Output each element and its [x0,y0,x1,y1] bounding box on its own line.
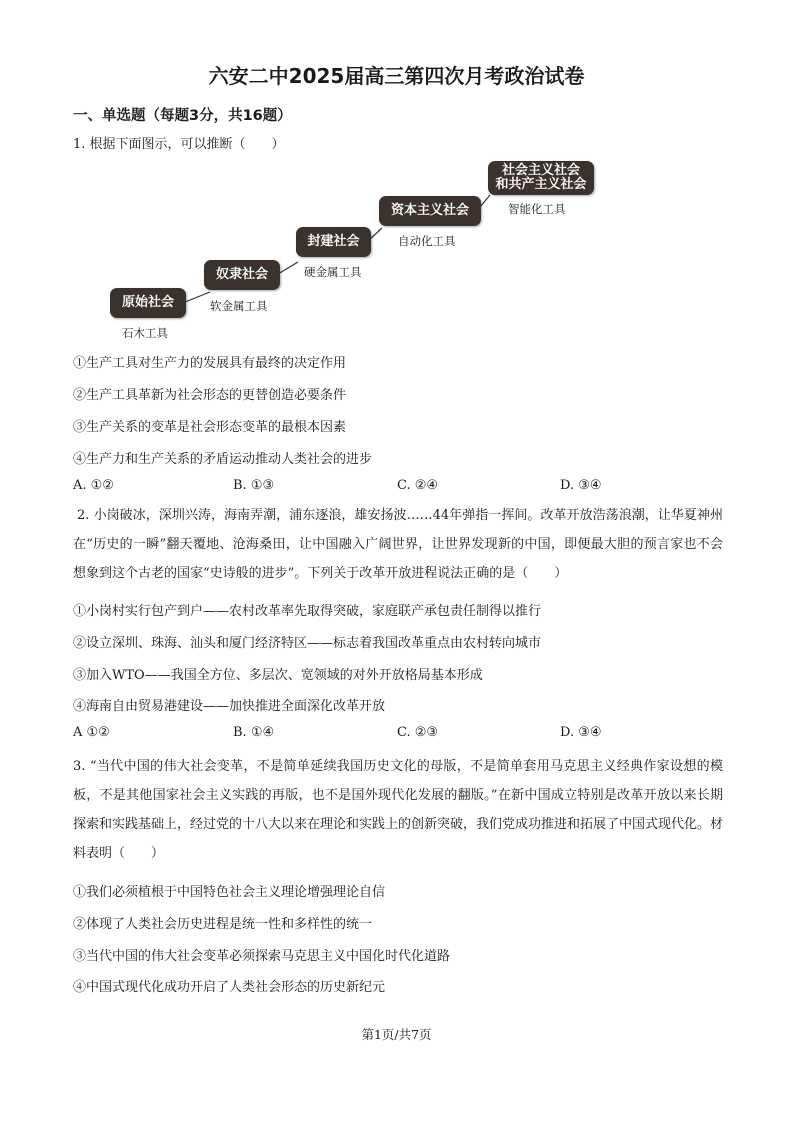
q1-option-d: D. ③④ [560,478,602,493]
q3-stem: 3. “当代中国的伟大社会变革，不是简单延续我国历史文化的母版，不是简单套用马克思主义经典作家设想的模板，不是其他国家社会主义实践的再版，也不是国外现代化发展的翻版。”在新中国成立特别是改革开放以来长期探索和实践基础上，经过党的十八大以来在理论和实践上的创新突破，我们党成功推进和拓展了中国式现代化。材料表明（ ） [73,759,724,861]
q2-statement: ④海南自由贸易港建设——加快推进全面深化改革开放 [73,699,386,714]
q2-option-d: D. ③④ [560,725,602,740]
q1-option-b: B. ①③ [233,478,275,493]
stage-label: 社会主义社会 [501,163,580,178]
q2-statement: ②设立深圳、珠海、汕头和厦门经济特区——标志着我国改革重点由农村转向城市 [73,636,542,651]
q2-option-a: A ①② [73,725,110,740]
stage-tool-feudal: 硬金属工具 [304,265,362,279]
stage-label-line2: 和共产主义社会 [495,177,587,192]
q1-statement: ①生产工具对生产力的发展具有最终的决定作用 [73,356,347,371]
stage-label: 奴隶社会 [215,267,268,282]
q3-statement: ①我们必须植根于中国特色社会主义理论增强理论自信 [73,885,386,900]
stage-tool-slave: 软金属工具 [210,299,268,313]
q3-statement: ②体现了人类社会历史进程是统一性和多样性的统一 [73,917,373,932]
q2-statement: ③加入WTO——我国全方位、多层次、宽领域的对外开放格局基本形成 [73,668,483,683]
stage-box-capitalist [379,196,481,226]
stage-box-slave [204,260,280,290]
page-number-footer: 第1页/共7页 [361,1027,432,1042]
q2-option-b: B. ①④ [233,725,275,740]
stage-tool-primitive: 石木工具 [122,326,168,340]
section-heading: 一、单选题（每题3分，共16题） [73,108,292,124]
q3-statement: ④中国式现代化成功开启了人类社会形态的历史新纪元 [73,980,386,995]
page-title: 六安二中2025届高三第四次月考政治试卷 [208,64,585,88]
stage-label: 原始社会 [121,295,174,310]
stage-label: 封建社会 [307,234,360,249]
stage-tool-socialist: 智能化工具 [508,202,566,216]
q2-statement: ①小岗村实行包产到户——农村改革率先取得突破，家庭联产承包责任制得以推行 [73,604,542,619]
q2-stem: 2. 小岗破冰，深圳兴涛，海南弄潮，浦东逐浪，雄安扬波……44年弹指一挥间。改革开放浩荡浪潮，让华夏神州在“历史的一瞬”翻天覆地、沧海桑田，让中国融入广阔世界，让世界发现新的中国，即便最大胆的预言家也不会想象到这个古老的国家“史诗般的进步”。下列关于改革开放进程说法正确的是（ ） [73,508,723,581]
q1-statement: ④生产力和生产关系的矛盾运动推动人类社会的进步 [73,452,373,467]
q1-statement: ③生产关系的变革是社会形态变革的最根本因素 [73,420,347,435]
q2-option-c: C. ②③ [397,725,439,740]
q1-option-a: A. ①② [73,478,114,493]
stage-label: 资本主义社会 [390,203,469,218]
q1-stem: 1. 根据下面图示，可以推断（ ） [73,137,285,152]
stage-tool-capitalist: 自动化工具 [398,234,456,248]
q1-statement: ②生产工具革新为社会形态的更替创造必要条件 [73,388,347,403]
stage-box-socialist [488,161,594,195]
stage-box-feudal [296,227,371,257]
q3-statement: ③当代中国的伟大社会变革必须探索马克思主义中国化时代化道路 [73,949,451,964]
q1-option-c: C. ②④ [397,478,439,493]
stage-box-primitive [110,288,186,318]
